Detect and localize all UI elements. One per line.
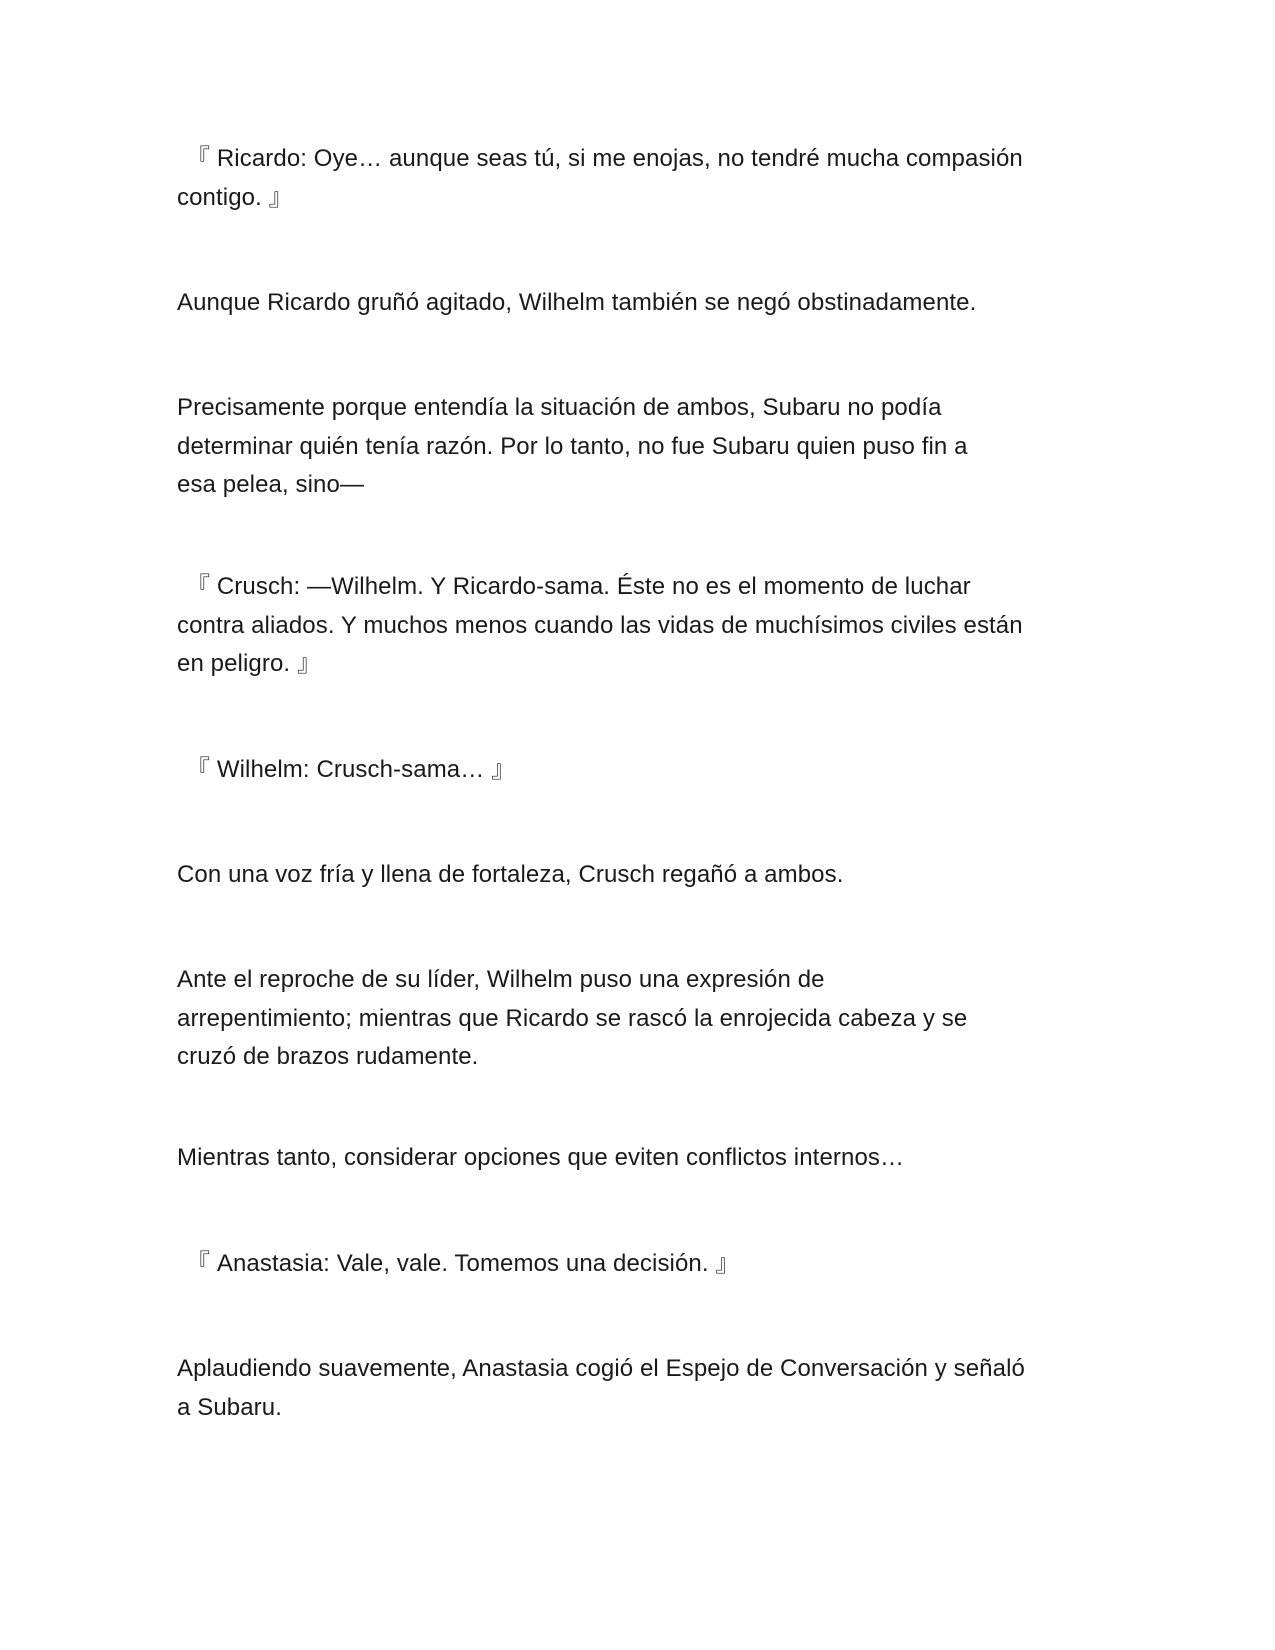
text-line: 『 Ricardo: Oye… aunque seas tú, si me enojas, no tendré mucha compasión <box>186 145 1023 172</box>
narration-paragraph <box>177 961 1107 1077</box>
narration-paragraph <box>177 1139 1107 1178</box>
text-line: Mientras tanto, considerar opciones que eviten conflictos internos… <box>177 1144 905 1171</box>
text-line: Aunque Ricardo gruñó agitado, Wilhelm también se negó obstinadamente. <box>177 289 977 316</box>
narration-paragraph <box>177 1350 1107 1427</box>
text-line: determinar quién tenía razón. Por lo tanto, no fue Subaru quien puso fin a <box>177 432 968 460</box>
narration-paragraph <box>177 284 1107 323</box>
text-line: Ante el reproche de su líder, Wilhelm puso una expresión de <box>177 966 825 993</box>
dialogue-paragraph-wilhelm <box>177 751 1107 790</box>
text-line: Precisamente porque entendía la situación de ambos, Subaru no podía <box>177 394 942 421</box>
text-line: esa pelea, sino— <box>177 471 365 498</box>
text-line: arrepentimiento; mientras que Ricardo se rascó la enrojecida cabeza y se <box>177 1004 968 1032</box>
dialogue-paragraph-ricardo <box>177 140 1107 217</box>
dialogue-paragraph-anastasia <box>177 1245 1107 1284</box>
narration-paragraph <box>177 389 1107 505</box>
text-line: Aplaudiendo suavemente, Anastasia cogió el Espejo de Conversación y señaló <box>177 1355 1025 1382</box>
text-line: Con una voz fría y llena de fortaleza, Crusch regañó a ambos. <box>177 861 844 888</box>
text-line: 『 Wilhelm: Crusch-sama… 』 <box>186 756 516 783</box>
text-line: en peligro. 』 <box>177 650 322 677</box>
text-line: cruzó de brazos rudamente. <box>177 1043 479 1070</box>
dialogue-paragraph-crusch <box>177 568 1107 684</box>
text-line: contra aliados. Y muchos menos cuando las vidas de muchísimos civiles están <box>177 611 1023 639</box>
text-line: a Subaru. <box>177 1393 282 1421</box>
text-line: 『 Crusch: —Wilhelm. Y Ricardo-sama. Éste no es el momento de luchar <box>186 573 971 600</box>
narration-paragraph <box>177 856 1107 895</box>
text-line: 『 Anastasia: Vale, vale. Tomemos una decisión. 』 <box>186 1250 740 1277</box>
text-line: contigo. 』 <box>177 183 293 211</box>
